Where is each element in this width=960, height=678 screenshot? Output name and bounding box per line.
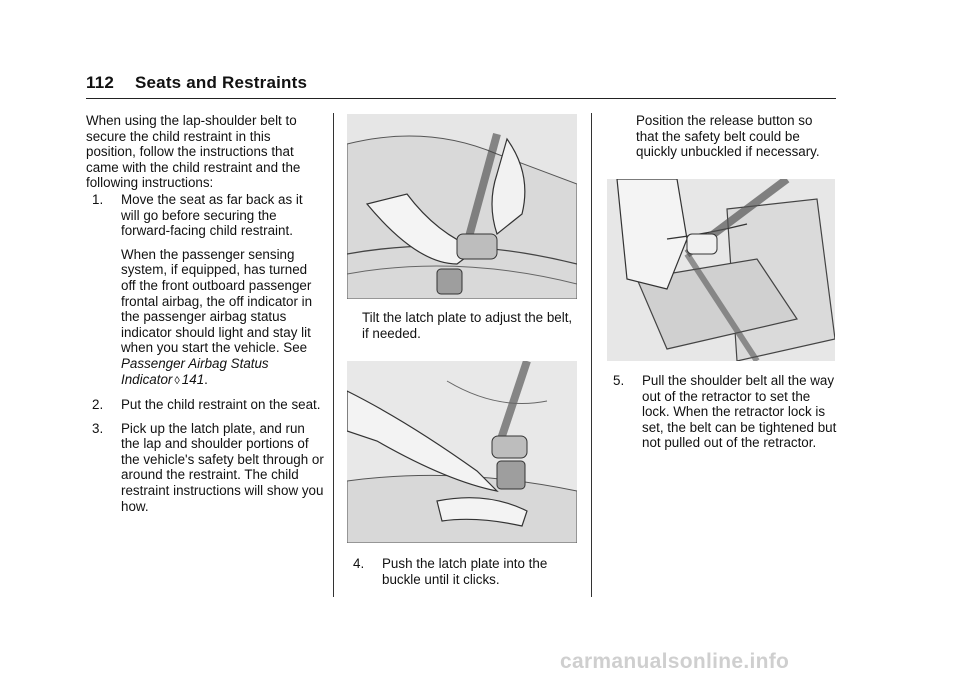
column-3-step-5	[607, 373, 837, 451]
intro-paragraph: When using the lap-shoulder belt to secure the child restraint in this position, follow the instructions that came with the child restraint and the following instructions:	[86, 113, 301, 191]
step-1	[86, 192, 324, 239]
illustration-push-latch-plate	[347, 361, 577, 543]
watermark-text: carmanualsonline.info	[560, 650, 790, 673]
page-header	[86, 73, 307, 93]
step-4	[347, 556, 577, 587]
step-2-number: 2.	[92, 397, 104, 413]
page-number: 112	[86, 73, 115, 92]
caption-tilt	[362, 310, 582, 341]
step-5-text: Pull the shoulder belt all the way out of the retractor to set the lock. When the retractor lock is set, the belt can be tightened but not pulled out of the retractor.	[642, 373, 837, 451]
step-3-number: 3.	[92, 420, 104, 436]
step-1-note	[86, 247, 324, 389]
step-5	[607, 373, 837, 451]
header-rule	[86, 98, 836, 99]
step-1-text: Move the seat as far back as it will go before securing the forward-facing child restraint.	[121, 191, 303, 239]
step-1-note-text: When the passenger sensing system, if equipped, has turned off the front outboard passenger frontal airbag, the off indicator in the passenger airbag status indicator should light and stay lit when you start the vehicle. See	[121, 246, 313, 356]
step-2-text: Put the child restraint on the seat.	[121, 397, 321, 413]
step-2	[86, 397, 324, 413]
page-ref-arrow-icon: ◊	[174, 374, 180, 387]
passenger-airbag-link[interactable]: Passenger Airbag Status Indicator	[121, 355, 269, 387]
section-title: Seats and Restraints	[134, 73, 308, 92]
step-4-number: 4.	[353, 556, 365, 571]
step-5-number: 5.	[613, 373, 625, 388]
page-ref-number[interactable]: 141	[181, 371, 205, 387]
column-1	[86, 113, 324, 514]
step-3-text: Pick up the latch plate, and run the lap and shoulder portions of the vehicle's safety belt through or around the restraint. The child restraint instructions will show you how.	[121, 420, 324, 514]
illustration-tilt-latch-plate	[347, 114, 577, 299]
column-3-intro-text: Position the release button so that the safety belt could be quickly unbuckled if necessary.	[636, 113, 820, 160]
column-3-intro	[636, 113, 836, 160]
step-1-note-end: .	[204, 371, 208, 387]
caption-tilt-text: Tilt the latch plate to adjust the belt, if needed.	[362, 310, 573, 341]
step-3	[86, 421, 324, 515]
step-4-text: Push the latch plate into the buckle until it clicks.	[382, 556, 548, 587]
column-divider-2	[591, 113, 592, 597]
step-1-number: 1.	[92, 191, 104, 207]
column-2-step-4	[347, 556, 577, 587]
illustration-pull-shoulder-belt	[607, 179, 835, 361]
column-divider-1	[333, 113, 334, 597]
